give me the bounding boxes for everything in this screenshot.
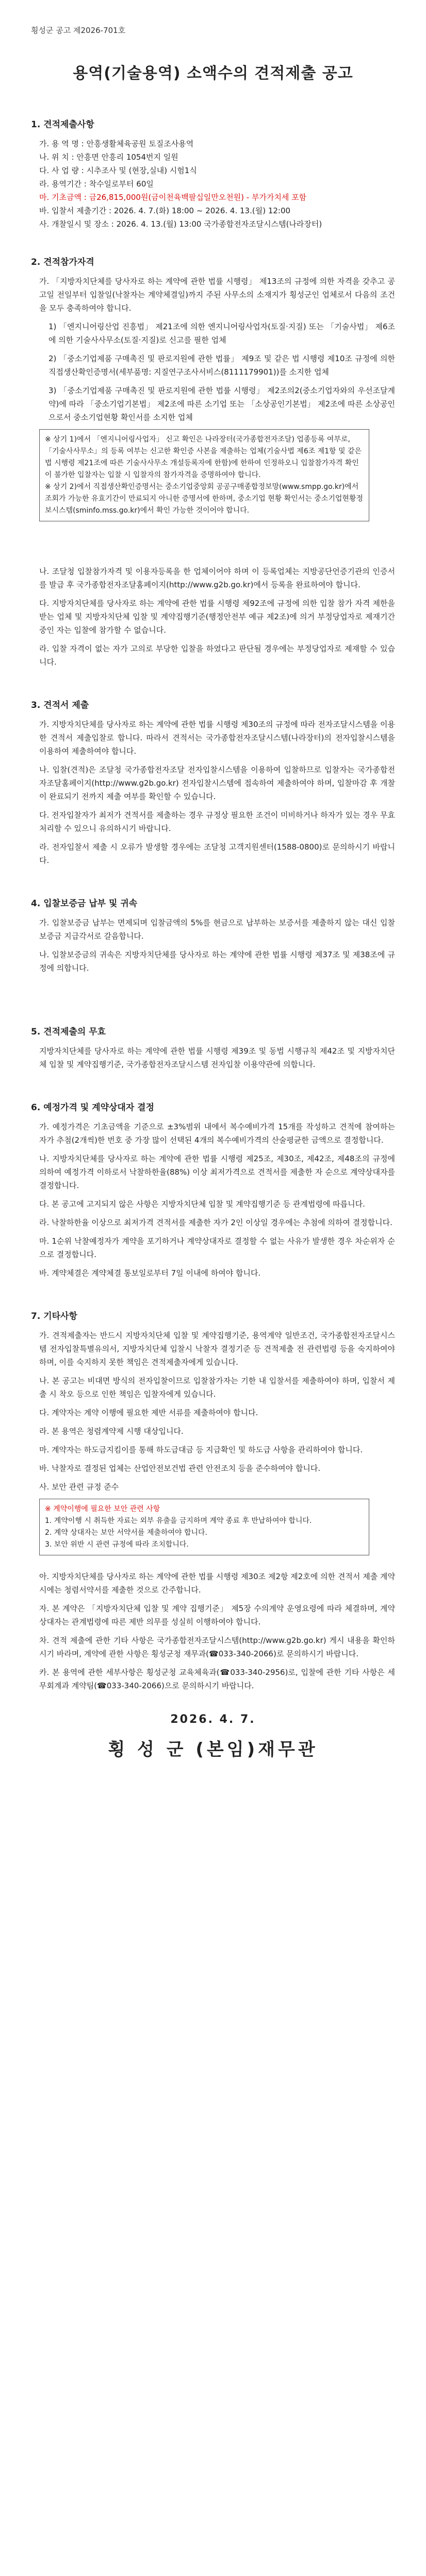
box-note: ※ 상기 2)에서 직접생산확인증명서는 중소기업중앙회 공공구매종합정보망(www.smpp.go.kr)에서 조회가 가능한 유효기간이 만료되지 아니한 증명서에 한하며, 중소기업 현황 확인서는 중소기업현황정보시스템(sminfo.mss.go.kr)에서 확인 가능한 것이어야 합니다. [45,483,363,515]
s8-item: 자. 본 계약은 「지방자치단체 입찰 및 계약 집행기준」 제5장 수의계약 운영요령에 따라 체결하며, 계약 상대자는 관계법령에 따른 제반 의무를 성실히 이행하여야 합니다. [39,1604,395,1626]
box-note: 1. 계약이행 시 취득한 자료는 외부 유출을 금지하며 계약 종료 후 반납하여야 합니다. [45,1517,312,1525]
box-note: ※ 상기 1)에서 「엔지니어링사업자」 신고 확인은 나라장터(국가종합전자조달) 업종등록 여부로, 「기술사사무소」의 등록 여부는 신고한 확인증 사본을 제출하는 업체(기술사법 제6조 제1항 및 같은법 시행령 제21조에 따른 기술사사무소 개설등록자에 한함)에 한하여 인정하오니 입찰참가자격 확인이 불가한 입찰자는 입찰 시 입찰자의 참가자격을 증명하여야 합니다. [45,435,362,479]
s2-subitem: 1) 「엔지니어링산업 진흥법」 제21조에 의한 엔지니어링사업자(토질·지질) 또는 「기술사법」 제6조에 의한 기술사사무소(토질·지질)로 신고를 필한 업체 [48,322,395,345]
s7-item: 마. 계약자는 하도급지킴이를 통해 하도급대금 등 지급확인 및 하도급 사항을 관리하여야 합니다. [39,1445,363,1454]
s3-item: 라. 전자입찰서 제출 시 오류가 발생할 경우에는 조달청 고객지원센터(1588-0800)로 문의하시기 바랍니다. [39,842,395,865]
section-heading-1: 1. 견적제출사항 [31,120,94,130]
section-heading-4: 4. 입찰보증금 납부 및 귀속 [31,899,138,909]
section-heading-7: 7. 기타사항 [31,1311,77,1321]
s1-item: 사. 개찰일시 및 장소 : 2026. 4. 13.(월) 13:00 국가종합전자조달시스템(나라장터) [39,219,322,229]
notice-box [39,429,369,521]
s1-item: 가. 용 역 명 : 안흥생활체육공원 토질조사용역 [39,139,194,148]
s1-item: 나. 위 치 : 안흥면 안흥리 1054번지 일원 [39,152,178,162]
s8-item: 아. 지방자치단체를 당사자로 하는 계약에 관한 법률 시행령 제30조 제2항 제2호에 의한 견적서 제출 계약 시에는 청렴서약서를 제출한 것으로 간주합니다. [39,1572,395,1595]
s6-item: 마. 1순위 낙찰예정자가 계약을 포기하거나 계약상대자로 결정할 수 없는 사유가 발생한 경우 차순위자 순으로 결정합니다. [39,1236,395,1259]
s1-item: 바. 입찰서 제출기간 : 2026. 4. 7.(화) 18:00 ~ 2026. 4. 13.(월) 12:00 [39,206,291,215]
notice-date: 2026. 4. 7. [170,1713,256,1726]
s7-item: 다. 계약자는 계약 이행에 필요한 제반 서류를 제출하여야 합니다. [39,1408,258,1417]
s3-item: 가. 지방자치단체를 당사자로 하는 계약에 관한 법률 시행령 제30조의 규정에 따라 전자조달시스템을 이용한 견적서 제출입찰로 합니다. 따라서 견적서는 국가종합전자조달시스템(나라장터)의 전자입찰시스템을 이용하여 제출하여야 합니다. [39,720,395,756]
s8-item: 차. 견적 제출에 관한 기타 사항은 국가종합전자조달시스템(http://www.g2b.go.kr) 게시 내용을 확인하시기 바라며, 계약에 관한 사항은 횡성군청 재무과(☎033-340-2066)로 문의하시기 바랍니다. [39,1636,395,1658]
s4-item: 가. 입찰보증금 납부는 면제되며 입찰금액의 5%를 현금으로 납부하는 보증서를 제출하지 않는 대신 입찰보증금 지급각서로 갈음합니다. [39,918,395,941]
box-note: 3. 보안 위반 시 관련 규정에 따라 조치합니다. [45,1540,189,1549]
notice-number: 횡성군 공고 제2026-701호 [31,26,126,35]
s7-item: 라. 본 용역은 청렴계약제 시행 대상입니다. [39,1427,184,1436]
s4-item: 나. 입찰보증금의 귀속은 지방자치단체를 당사자로 하는 계약에 관한 법률 시행령 제37조 및 제38조에 규정에 의합니다. [39,950,395,973]
security-box [39,1499,369,1555]
issuing-authority: 횡 성 군 (본임)재무관 [108,1739,318,1760]
section-heading-2: 2. 견적참가자격 [31,257,94,267]
s7-item: 사. 보안 관련 규정 준수 [39,1482,119,1492]
section-heading-5: 5. 견적제출의 무효 [31,1027,106,1037]
s8-item: 카. 본 용역에 관한 세부사항은 횡성군청 교육체육과(☎033-340-2956)로, 입찰에 관한 기타 사항은 세무회계과 계약팀(☎033-340-2066)으로 문의하시기 바랍니다. [39,1668,395,1690]
s6-item: 바. 계약체결은 계약체결 통보일로부터 7일 이내에 하여야 합니다. [39,1268,261,1278]
section-heading-3: 3. 견적서 제출 [31,700,89,710]
s7-item: 가. 견적제출자는 반드시 지방자치단체 입찰 및 계약집행기준, 용역계약 일반조건, 국가종합전자조달시스템 전자입찰특별유의서, 지방자치단체 입찰시 낙찰자 결정기준 등 견적제출 전 관련법령 등을 숙지하여야 하며, 이를 숙지하지 못한 책임은 견적제출자에게 있습니다. [39,1331,395,1367]
s7-item: 바. 낙찰자로 결정된 업체는 산업안전보건법 관련 안전조치 등을 준수하여야 합니다. [39,1464,321,1473]
s2b-item: 다. 지방자치단체를 당사자로 하는 계약에 관한 법률 시행령 제92조에 규정에 의한 입찰 참가 자격 제한을 받는 업체 및 지방자치단체 입찰 및 계약집행기준(행정안전부 예규 제2조)에 의거 부정당업자로 제재기간 중인 자는 입찰에 참가할 수 없습니다. [39,599,395,635]
s7-item: 나. 본 공고는 비대면 방식의 전자입찰이므로 입찰참가자는 기한 내 입찰서를 제출하여야 하며, 입찰서 제출 시 착오 등으로 인한 책임은 입찰자에게 있습니다. [39,1376,395,1399]
box-note: 2. 계약 상대자는 보안 서약서를 제출하여야 합니다. [45,1529,207,1537]
section-heading-6: 6. 예정가격 및 계약상대자 결정 [31,1103,155,1113]
s3-item: 다. 전자입찰자가 최저가 견적서를 제출하는 경우 규정상 필요한 조건이 미비하거나 하자가 있는 경우 무효처리할 수 있으니 유의하시기 바랍니다. [39,810,395,833]
s5-item: 지방자치단체를 당사자로 하는 계약에 관한 법률 시행령 제39조 및 동법 시행규칙 제42조 및 지방자치단체 입찰 및 계약집행기준, 국가종합전자조달시스템 전자입찰 이용약관에 의합니다. [39,1046,395,1069]
s2-subitem: 3) 「중소기업제품 구매촉진 및 판로지원에 관한 법률 시행령」 제2조의2(중소기업자와의 우선조달계약)에 따라 「중소기업기본법」 제2조에 따른 소기업 또는 「소상공인기본법」 제2조에 따른 소상공인으로서 중소기업현황 확인서를 소지한 업체 [48,386,395,422]
s3-item: 나. 입찰(견적)은 조달청 국가종합전자조달 전자입찰시스템을 이용하여 입찰하므로 입찰자는 국가종합전자조달홈페이지(http://www.g2b.go.kr) 전자입찰시스템에 접속하여 제출하여야 하며, 입찰마감 후 개찰이 완료되기 전까지 제출 여부를 확인할 수 있습니다. [39,765,395,801]
s2-subitem: 2) 「중소기업제품 구매촉진 및 판로지원에 관한 법률」 제9조 및 같은 법 시행령 제10조 규정에 의한 직접생산확인증명서(세부품명: 지질연구조사서비스(8111179901))를 소지한 업체 [48,354,395,377]
box-note: ※ 계약이행에 필요한 보안 관련 사항 [45,1505,160,1513]
s1-item: 라. 용역기간 : 착수일로부터 60일 [39,179,154,189]
s6-item: 나. 지방자치단체를 당사자로 하는 계약에 관한 법률 시행령 제25조, 제30조, 제42조, 제48조의 규정에 의하여 예정가격 이하로서 낙찰하한율(88%) 이상 최저가격으로 견적서를 제출한 자 순으로 계약상대자를 결정합니다. [39,1154,395,1190]
s2b-item: 라. 입찰 자격이 없는 자가 고의로 부당한 입찰을 하였다고 판단될 경우에는 부정당업자로 제재할 수 있습니다. [39,644,395,667]
s6-item: 가. 예정가격은 기초금액을 기준으로 ±3%범위 내에서 복수예비가격 15개를 작성하고 견적에 참여하는 자가 추첨(2개씩)한 번호 중 가장 많이 선택된 4개의 복수예비가격의 산술평균한 금액으로 결정합니다. [39,1122,395,1145]
s6-item: 다. 본 공고에 고지되지 않은 사항은 지방자치단체 입찰 및 계약집행기준 등 관계법령에 따릅니다. [39,1199,365,1209]
s1-item: 다. 사 업 량 : 시추조사 및 (현장,실내) 시험1식 [39,166,197,175]
s6-item: 라. 낙찰하한율 이상으로 최저가격 견적서를 제출한 자가 2인 이상일 경우에는 추첨에 의하여 결정합니다. [39,1218,392,1227]
s1-item: 마. 기초금액 : 금26,815,000원(금이천육백팔십일만오천원) - 부가가치세 포함 [39,193,307,202]
s2-item: 가. 「지방자치단체를 당사자로 하는 계약에 관한 법률 시행령」 제13조의 규정에 의한 자격을 갖추고 공고일 전일부터 입찰일(낙찰자는 계약체결일)까지 주된 사무소의 소재지가 횡성군인 업체로서 다음의 조건을 모두 충족하여야 합니다. [39,277,395,313]
page-title: 용역(기술용역) 소액수의 견적제출 공고 [73,64,353,82]
s2b-item: 나. 조달청 입찰참가자격 및 이용자등록을 한 업체이어야 하며 이 등록업체는 지방공단언증기관의 인증서를 발급 후 국가종합전자조달홈페이지(http://www.g2b.go.kr)에서 등록을 완료하여야 합니다. [39,567,395,589]
